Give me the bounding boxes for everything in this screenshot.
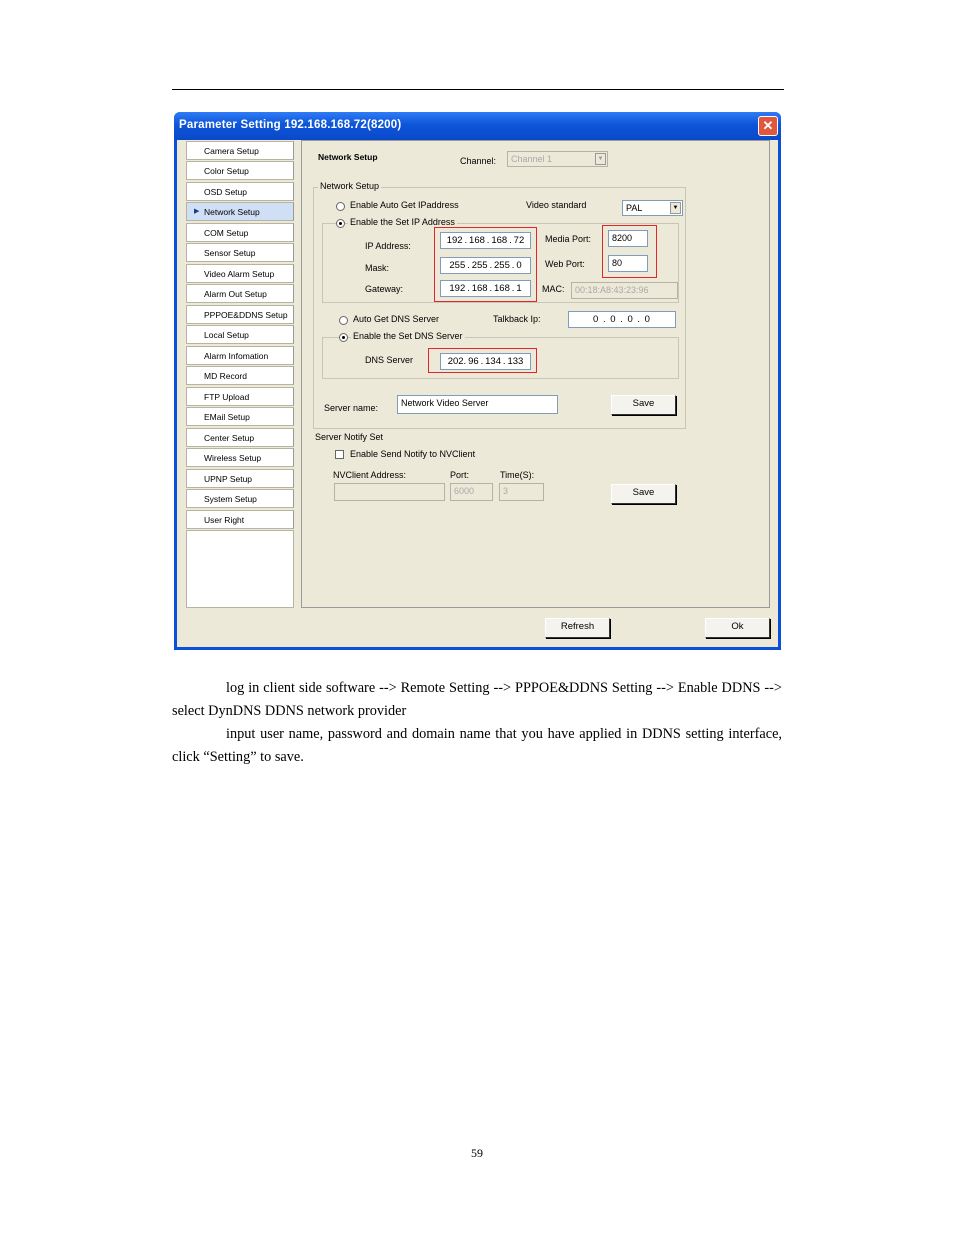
notify-port-label: Port: (450, 470, 470, 480)
sidebar-item-center-setup[interactable]: Center Setup (186, 428, 294, 447)
gateway-input[interactable]: 192 . 168 . 168 . 1 (440, 280, 531, 297)
set-ip-label: Enable the Set IP Address (350, 217, 455, 227)
web-port-input[interactable]: 80 (608, 255, 648, 272)
web-port-label: Web Port: (545, 259, 585, 269)
enable-notify-label: Enable Send Notify to NVClient (350, 449, 476, 459)
refresh-button[interactable]: Refresh (545, 618, 610, 638)
mask-label: Mask: (365, 263, 390, 273)
instruction-paragraph-2: input user name, password and domain name that you have applied in DDNS setting interface, click “Setting” to save. (172, 726, 782, 765)
nvclient-address-label: NVClient Address: (333, 470, 407, 480)
chevron-down-icon: ▼ (670, 202, 681, 214)
dns-server-input[interactable]: 202. 96 . 134 . 133 (440, 353, 531, 370)
dns-highlight-box (428, 348, 537, 373)
sidebar-item-md-record[interactable]: MD Record (186, 366, 294, 385)
chevron-down-icon: ▼ (595, 153, 606, 165)
sidebar-item-system-setup[interactable]: System Setup (186, 489, 294, 508)
video-standard-label: Video standard (526, 200, 587, 210)
sidebar-item-wireless-setup[interactable]: Wireless Setup (186, 448, 294, 467)
title-bar[interactable] (174, 112, 781, 140)
sidebar-item-upnp-setup[interactable]: UPNP Setup (186, 469, 294, 488)
network-setup-group-title: Network Setup (320, 181, 380, 191)
sidebar-item-user-right[interactable]: User Right (186, 510, 294, 529)
header-rule (172, 89, 784, 90)
media-port-label: Media Port: (545, 234, 592, 244)
server-notify-title: Server Notify Set (315, 432, 384, 442)
auto-dns-radio[interactable] (339, 316, 348, 325)
window-client (177, 140, 778, 647)
media-port-input[interactable]: 8200 (608, 230, 648, 247)
gateway-label: Gateway: (365, 284, 404, 294)
sidebar-item-video-alarm-setup[interactable]: Video Alarm Setup (186, 264, 294, 283)
sidebar-item-alarm-information[interactable]: Alarm Infomation (186, 346, 294, 365)
sidebar-item-osd-setup[interactable]: OSD Setup (186, 182, 294, 201)
mac-field: 00:18:A8:43:23:96 (571, 282, 678, 299)
sidebar-item-camera-setup[interactable]: Camera Setup (186, 141, 294, 160)
sidebar-item-pppoe-ddns-setup[interactable]: PPPOE&DDNS Setup (186, 305, 294, 324)
sidebar-item-com-setup[interactable]: COM Setup (186, 223, 294, 242)
close-icon[interactable]: ✕ (758, 116, 778, 136)
sidebar-item-ftp-upload[interactable]: FTP Upload (186, 387, 294, 406)
save-notify-button[interactable]: Save (611, 484, 676, 504)
talkback-ip-label: Talkback Ip: (493, 314, 541, 324)
window-title: Parameter Setting 192.168.168.72(8200) (179, 119, 402, 131)
network-setup-panel (301, 140, 770, 608)
page-number: 59 (471, 1146, 483, 1160)
notify-time-label: Time(S): (500, 470, 535, 480)
notify-port-input[interactable]: 6000 (450, 483, 493, 501)
auto-ip-radio[interactable] (336, 202, 345, 211)
sidebar-empty-area (186, 530, 294, 608)
enable-notify-checkbox[interactable] (335, 450, 344, 459)
channel-label: Channel: (460, 156, 497, 166)
talkback-ip-input[interactable]: 0 . 0 . 0 . 0 (568, 311, 676, 328)
notify-time-input[interactable]: 3 (499, 483, 544, 501)
triangle-right-icon: ▶ (194, 208, 200, 215)
mac-label: MAC: (542, 284, 565, 294)
nvclient-address-input[interactable] (334, 483, 445, 501)
sidebar-item-email-setup[interactable]: EMail Setup (186, 407, 294, 426)
set-dns-radio[interactable] (339, 333, 348, 342)
ip-address-input[interactable]: 192 . 168 . 168 . 72 (440, 232, 531, 249)
ip-address-label: IP Address: (365, 241, 411, 251)
instruction-paragraph-1: log in client side software --> Remote Setting --> PPPOE&DDNS Setting --> Enable DDNS --> select DynDNS DDNS network provider (172, 680, 782, 719)
port-highlight-box (602, 225, 657, 278)
ok-button[interactable]: Ok (705, 618, 770, 638)
set-ip-radio[interactable] (336, 219, 345, 228)
dns-server-label: DNS Server (365, 355, 414, 365)
sidebar-item-color-setup[interactable]: Color Setup (186, 161, 294, 180)
sidebar-item-local-setup[interactable]: Local Setup (186, 325, 294, 344)
sidebar-item-network-setup[interactable]: ▶ Network Setup (186, 202, 294, 221)
server-name-input[interactable]: Network Video Server (397, 395, 558, 414)
sidebar-item-sensor-setup[interactable]: Sensor Setup (186, 243, 294, 262)
server-name-label: Server name: (324, 403, 379, 413)
ip-highlight-box (434, 227, 537, 302)
panel-header: Network Setup (318, 152, 378, 162)
set-dns-label: Enable the Set DNS Server (353, 331, 463, 341)
video-standard-select[interactable]: PAL ▼ (622, 200, 683, 216)
auto-ip-label: Enable Auto Get IPaddress (350, 200, 459, 210)
parameter-setting-window (174, 112, 781, 650)
save-network-button[interactable]: Save (611, 395, 676, 415)
sidebar-item-alarm-out-setup[interactable]: Alarm Out Setup (186, 284, 294, 303)
mask-input[interactable]: 255 . 255 . 255 . 0 (440, 257, 531, 274)
channel-select[interactable]: Channel 1 ▼ (507, 151, 608, 167)
auto-dns-label: Auto Get DNS Server (353, 314, 440, 324)
